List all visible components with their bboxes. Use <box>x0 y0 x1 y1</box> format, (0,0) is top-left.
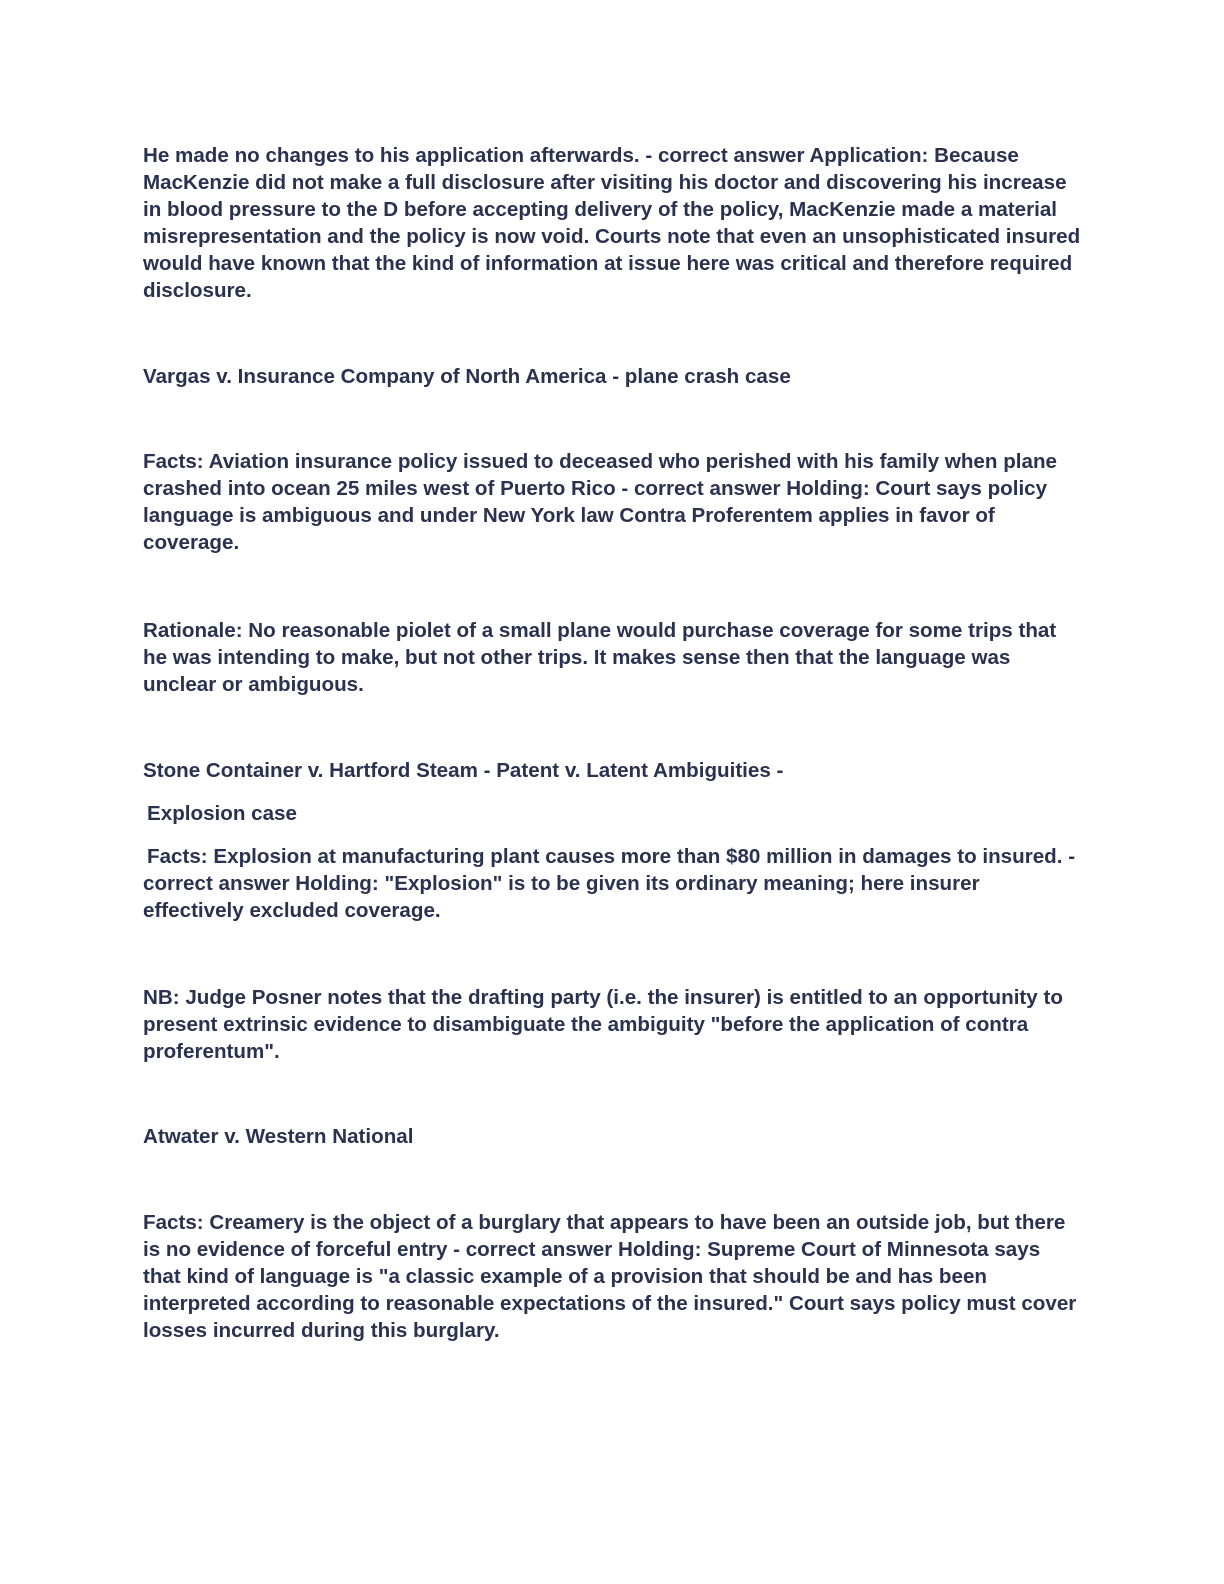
subheading-explosion-case: Explosion case <box>147 802 297 825</box>
paragraph-vargas-rationale: Rationale: No reasonable piolet of a small plane would purchase coverage for some trips that he was intending to make, but not other trips. It makes sense then that the language was unclear or ambiguous. <box>143 619 1057 697</box>
heading-stone-container-case: Stone Container v. Hartford Steam - Patent v. Latent Ambiguities - <box>143 759 784 782</box>
paragraph-vargas-facts: Facts: Aviation insurance policy issued to deceased who perished with his family when plane crashed into ocean 25 miles west of Puerto Rico - correct answer Holding: Court says policy language is ambiguous and under New York law Contra Proferentem applies in favor of coverage. <box>143 450 1057 555</box>
heading-vargas-case: Vargas v. Insurance Company of North America - plane crash case <box>143 365 791 388</box>
paragraph-application-mackenzie: He made no changes to his application afterwards. - correct answer Application: Because MacKenzie did not make a full disclosure after visiting his doctor and discovering his increase in blood pressure to the D before accepting delivery of the policy, MacKenzie made a material misrepresentation and the policy is now void. Courts note that even an unsophisticated insured would have known that the kind of information at issue here was critical and therefore required disclosure. <box>143 144 1081 303</box>
heading-atwater-case: Atwater v. Western National <box>143 1125 414 1148</box>
paragraph-atwater-facts: Facts: Creamery is the object of a burglary that appears to have been an outside job, but there is no evidence of forceful entry - correct answer Holding: Supreme Court of Minnesota says that kind of language is "a classic example of a provision that should be and has been interpreted according to reasonable expectations of the insured." Court says policy must cover losses incurred during this burglary. <box>143 1211 1077 1343</box>
paragraph-posner-note: NB: Judge Posner notes that the drafting party (i.e. the insurer) is entitled to an opportunity to present extrinsic evidence to disambiguate the ambiguity "before the application of contra proferentum". <box>143 986 1063 1064</box>
paragraph-stone-container-facts: Facts: Explosion at manufacturing plant causes more than $80 million in damages to insured. - correct answer Holding: "Explosion" is to be given its ordinary meaning; here insurer effectively excluded coverage. <box>143 845 1076 923</box>
